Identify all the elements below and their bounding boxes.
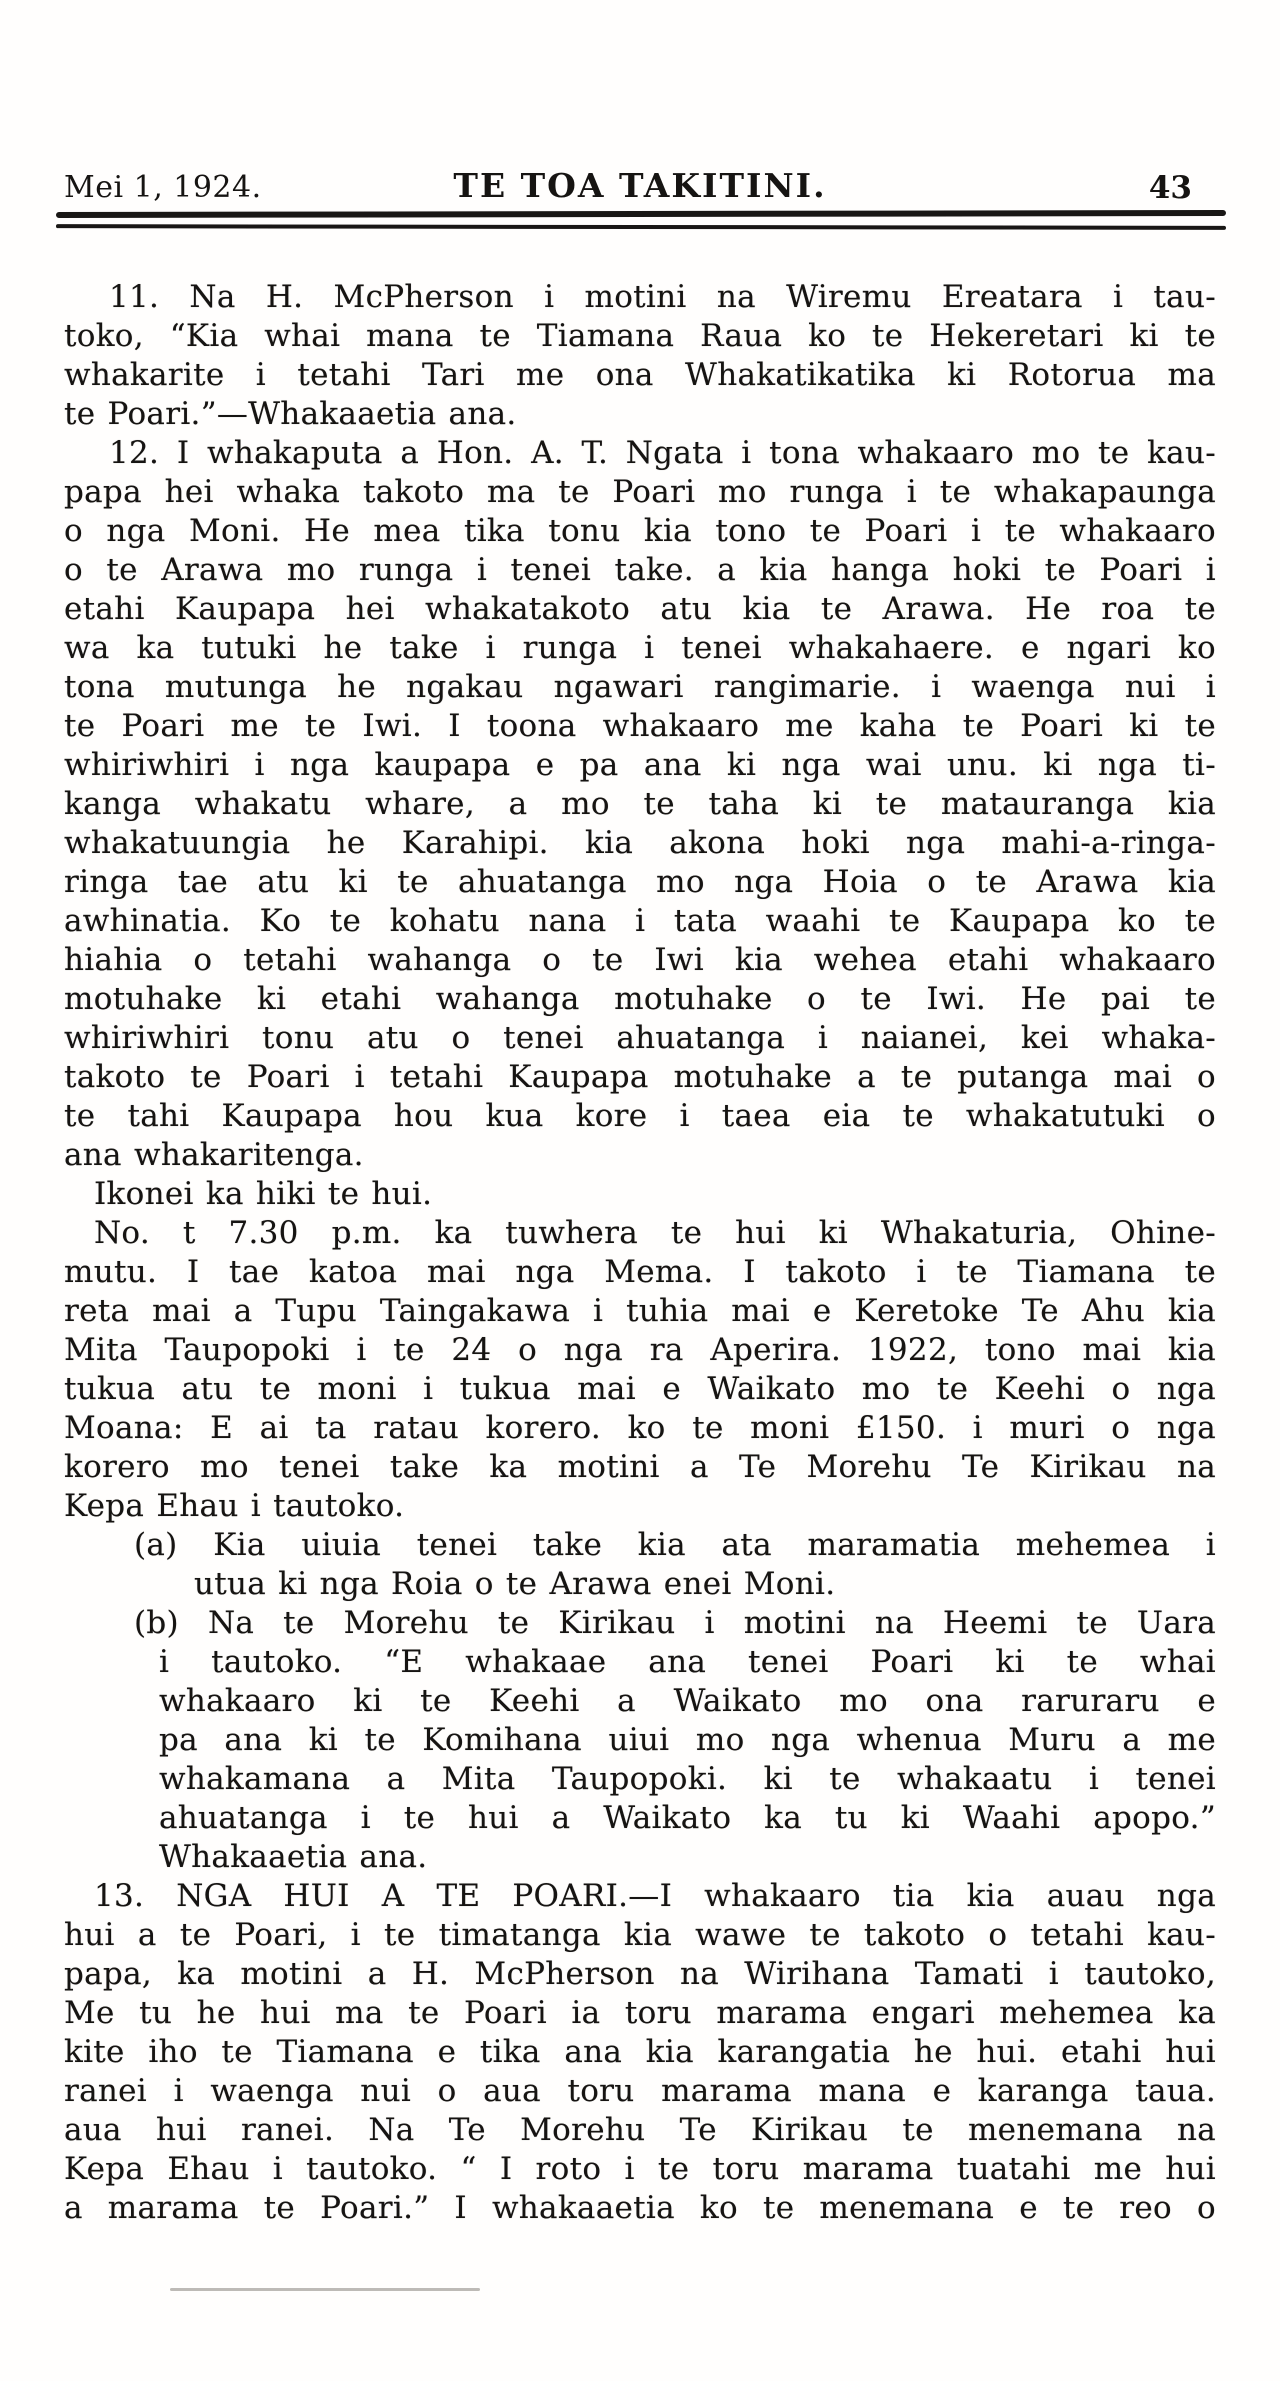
masthead-title: TE TOA TAKITINI. — [453, 166, 827, 205]
text-line: tukua atu te moni i tukua mai e Waikato mo te Keehi o nga — [64, 1371, 1216, 1407]
text-line: 11. Na H. McPherson i motini na Wiremu Ereatara i tau- — [109, 279, 1216, 315]
list-item-b-line: whakamana a Mita Taupopoki. ki te whakaatu i tenei — [159, 1761, 1216, 1797]
list-item-b-line: whakaaro ki te Keehi a Waikato mo ona raruraru e — [159, 1683, 1216, 1719]
text-line: ranei i waenga nui o aua toru marama mana e karanga taua. — [64, 2073, 1216, 2109]
text-line: ana whakaritenga. — [64, 1137, 364, 1173]
text-line: mutu. I tae katoa mai nga Mema. I takoto i te Tiamana te — [64, 1254, 1216, 1290]
text-line: te Poari.”—Whakaaetia ana. — [64, 396, 517, 432]
text-line: Whakaaetia ana. — [159, 1839, 428, 1875]
text-line: toko, “Kia whai mana te Tiamana Raua ko te Hekeretari ki te — [64, 318, 1216, 354]
text-line: whakatuungia he Karahipi. kia akona hoki nga mahi-a-ringa- — [64, 825, 1216, 861]
text-line: o te Arawa mo runga i tenei take. a kia hanga hoki te Poari i — [64, 552, 1216, 588]
text-line: motuhake ki etahi wahanga motuhake o te Iwi. He pai te — [64, 981, 1216, 1017]
text-line: Mita Taupopoki i te 24 o nga ra Aperira. 1922, tono mai kia — [64, 1332, 1216, 1368]
text-line: papa, ka motini a H. McPherson na Wirihana Tamati i tautoko, — [64, 1956, 1216, 1992]
text-line: Moana: E ai ta ratau korero. ko te moni £150. i muri o nga — [64, 1410, 1216, 1446]
text-line: Ikonei ka hiki te hui. — [94, 1176, 433, 1212]
text-line: Me tu he hui ma te Poari ia toru marama engari mehemea ka — [64, 1995, 1216, 2031]
text-line: No. t 7.30 p.m. ka tuwhera te hui ki Whakaturia, Ohine- — [94, 1215, 1216, 1251]
list-item-a-line: (a) Kia uiuia tenei take kia ata maramatia mehemea i — [134, 1527, 1216, 1563]
text-line: whakarite i tetahi Tari me ona Whakatikatika ki Rotorua ma — [64, 357, 1216, 393]
text-line: ringa tae atu ki te ahuatanga mo nga Hoia o te Arawa kia — [64, 864, 1216, 900]
header-divider-rule-top — [56, 210, 1226, 218]
text-line: whiriwhiri tonu atu o tenei ahuatanga i naianei, kei whaka- — [64, 1020, 1216, 1056]
text-line: kanga whakatu whare, a mo te taha ki te matauranga kia — [64, 786, 1216, 822]
text-line: hui a te Poari, i te timatanga kia wawe te takoto o tetahi kau- — [64, 1917, 1216, 1953]
text-line: 12. I whakaputa a Hon. A. T. Ngata i tona whakaaro mo te kau- — [109, 435, 1216, 471]
text-line: etahi Kaupapa hei whakatakoto atu kia te Arawa. He roa te — [64, 591, 1216, 627]
list-item-b-line: pa ana ki te Komihana uiui mo nga whenua Muru a me — [159, 1722, 1216, 1758]
list-item-b-line: (b) Na te Morehu te Kirikau i motini na Heemi te Uara — [134, 1605, 1216, 1641]
text-line: Kepa Ehau i tautoko. — [64, 1488, 405, 1524]
text-line: aua hui ranei. Na Te Morehu Te Kirikau te menemana na — [64, 2112, 1216, 2148]
issue-date: Mei 1, 1924. — [64, 170, 262, 205]
list-item-b-line: i tautoko. “E whakaae ana tenei Poari ki te whai — [159, 1644, 1216, 1680]
scan-artifact-line — [170, 2288, 480, 2291]
text-line: te tahi Kaupapa hou kua kore i taea eia te whakatutuki o — [64, 1098, 1216, 1134]
article-body — [64, 278, 1216, 2228]
text-line: hiahia o tetahi wahanga o te Iwi kia wehea etahi whakaaro — [64, 942, 1216, 978]
text-line: reta mai a Tupu Taingakawa i tuhia mai e Keretoke Te Ahu kia — [64, 1293, 1216, 1329]
header-divider-rule-bottom — [56, 224, 1226, 230]
text-line: Kepa Ehau i tautoko. “ I roto i te toru marama tuatahi me hui — [64, 2151, 1216, 2187]
text-line: o nga Moni. He mea tika tonu kia tono te Poari i te whakaaro — [64, 513, 1216, 549]
text-line: takoto te Poari i tetahi Kaupapa motuhake a te putanga mai o — [64, 1059, 1216, 1095]
page-number: 43 — [1148, 170, 1192, 206]
text-line: korero mo tenei take ka motini a Te Morehu Te Kirikau na — [64, 1449, 1216, 1485]
text-line: whiriwhiri i nga kaupapa e pa ana ki nga wai unu. ki nga ti- — [64, 747, 1216, 783]
text-line: papa hei whaka takoto ma te Poari mo runga i te whakapaunga — [64, 474, 1216, 510]
text-line: tona mutunga he ngakau ngawari rangimarie. i waenga nui i — [64, 669, 1216, 705]
list-item-a-line: utua ki nga Roia o te Arawa enei Moni. — [194, 1566, 836, 1602]
text-line: te Poari me te Iwi. I toona whakaaro me kaha te Poari ki te — [64, 708, 1216, 744]
text-line: a marama te Poari.” I whakaaetia ko te menemana e te reo o — [64, 2190, 1216, 2226]
list-item-b-line: ahuatanga i te hui a Waikato ka tu ki Waahi apopo.” — [159, 1800, 1216, 1836]
text-line: wa ka tutuki he take i runga i tenei whakahaere. e ngari ko — [64, 630, 1216, 666]
text-line: awhinatia. Ko te kohatu nana i tata waahi te Kaupapa ko te — [64, 903, 1216, 939]
text-line: 13. NGA HUI A TE POARI.—I whakaaro tia kia auau nga — [94, 1878, 1216, 1914]
text-line: kite iho te Tiamana e tika ana kia karangatia he hui. etahi hui — [64, 2034, 1216, 2070]
